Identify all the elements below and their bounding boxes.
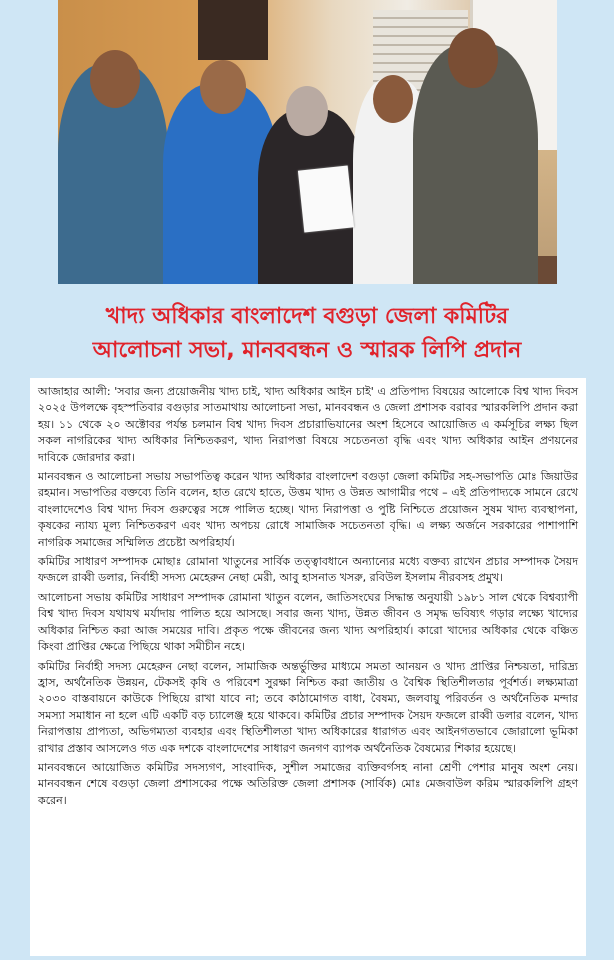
photo-person-2-head (200, 60, 246, 114)
news-photo (58, 0, 557, 284)
headline (0, 300, 614, 368)
photo-person-3-head (286, 86, 328, 136)
memorandum-paper (298, 166, 354, 233)
photo-person-1-head (90, 50, 140, 108)
headline-line-1: খাদ্য অধিকার বাংলাদেশ বগুড়া জেলা কমিটির (105, 304, 509, 329)
article-paragraph-5: কমিটির নির্বাহী সদস্য মেহেরুন নেছা বলেন, সামাজিক অন্তর্ভুক্তির মাধ্যমে সমতা আনয়ন ও খাদ্য প্রাপ্তির নিশ্চয়তা, দারিদ্র্য হ্রাস, অর্থনৈতিক উন্নয়ন, টেকসই কৃষি ও পরিবেশ সুরক্ষা নিশ্চিত করা জাতীয় ও বৈশ্বিক স্থিতিশীলতার পূর্বশর্ত। লক্ষ্যমাত্রা ২০৩০ বাস্তবায়নে কাউকে পিছিয়ে রাখা যাবে না; তবে কাঠামোগত বাধা, বৈষম্য, জলবায়ু পরিবর্তন ও অর্থনৈতিক মন্দার সমস্যা সমাধান না হলে এটি একটি বড় চ্যালেঞ্জ হয়ে থাকবে। কমিটির প্রচার সম্পাদক সৈয়দ ফজলে রাব্বী ডলার বলেন, খাদ্য নিরাপত্তায় প্রাপ্যতা, অভিগম্যতা ব্যবহার এবং স্থিতিশীলতা খাদ্য অধিকারের ধারাগত এবং আইনগতভাবে জোরালো ভূমিকা রাখার প্রস্তাব আসলেও গত এক দশকে বাংলাদেশের সাধারণ জনগণ ব্যাপক অর্থনৈতিক বৈষম্যের শিকার হয়েছে। (38, 659, 578, 755)
photo-wall-frame (198, 0, 268, 60)
photo-person-5-head (448, 28, 498, 88)
article-body (30, 378, 586, 956)
article-paragraph-6: মানববন্ধনে আয়োজিত কমিটির সদস্যগণ, সাংবাদিক, সুশীল সমাজের ব্যক্তিবর্গসহ নানা শ্রেণী পেশার মানুষ অংশ নেয়। মানববন্ধন শেষে বগুড়া জেলা প্রশাসকের পক্ষে অতিরিক্ত জেলা প্রশাসক (সার্বিক) মোঃ মেজবাউল করিম স্মারকলিপি গ্রহণ করেন। (38, 760, 578, 807)
photo-person-4-head (373, 75, 413, 123)
article-paragraph-3: কমিটির সাধারণ সম্পাদক মোছাঃ রোমানা খাতুনের সার্বিক তত্ত্বাবধানে অন্যান্যের মধ্যে বক্তব্য রাখেন প্রচার সম্পাদক সৈয়দ ফজলে রাব্বী ডলার, নির্বাহী সদস্য মেহেরুন নেছা মেরী, আবু হাসনাত খসরু, রবিউল ইসলাম নীরবসহ প্রমুখ। (38, 555, 578, 585)
headline-line-2: আলোচনা সভা, মানববন্ধন ও স্মারক লিপি প্রদান (92, 338, 522, 363)
article-paragraph-4: আলোচনা সভায় কমিটির সাধারণ সম্পাদক রোমানা খাতুন বলেন, জাতিসংঘের সিদ্ধান্ত অনুযায়ী ১৯৮১ সাল থেকে বিশ্বব্যাপী বিশ্ব খাদ্য দিবস যথাযথ মর্যাদায় পালিত হয়ে আসছে। সবার জন্য খাদ্য, উন্নত জীবন ও সমৃদ্ধ ভবিষ্যৎ গড়ার লক্ষ্যে খাদ্যের অধিকার নিশ্চিত করা আজ সময়ের দাবি। প্রকৃত পক্ষে জীবনের জন্য খাদ্য অপরিহার্য। কারো খাদ্যের অধিকার থেকে বঞ্চিত কিংবা প্রাপ্তির ক্ষেত্রে পিছিয়ে থাকা সমীচীন নহে। (38, 590, 578, 654)
article-paragraph-2: মানববন্ধন ও আলোচনা সভায় সভাপতিত্ব করেন খাদ্য অধিকার বাংলাদেশ বগুড়া জেলা কমিটির সহ-সভাপতি মোঃ জিয়াউর রহমান। সভাপতির বক্তব্যে তিনি বলেন, হাত রেখে হাতে, উত্তম খাদ্য ও উন্নত আগামীর পথে – এই প্রতিপাদ্যকে সামনে রেখে বাংলাদেশেও বিশ্ব খাদ্য দিবস গুরুত্বের সঙ্গে পালিত হচ্ছে। খাদ্য নিরাপত্তা ও পুষ্টি নিশ্চিতে প্রয়োজন সুষম খাদ্য ব্যবস্থাপনা, কৃষকের ন্যায্য মূল্য নিশ্চিতকরণ এবং খাদ্য অপচয় রোধে সামাজিক সচেতনতা বৃদ্ধি। এ লক্ষ্য অর্জনে সরকারের পাশাপাশি নাগরিক সমাজের সম্মিলিত প্রচেষ্টা অপরিহার্য। (38, 470, 578, 549)
article-paragraph-1: আজাহার আলী: 'সবার জন্য প্রয়োজনীয় খাদ্য চাই, খাদ্য অধিকার আইন চাই' এ প্রতিপাদ্য বিষয়ের আলোকে বিশ্ব খাদ্য দিবস ২০২৫ উপলক্ষে বৃহস্পতিবার বগুড়ার সাতমাথায় আলোচনা সভা, মানববন্ধন ও জেলা প্রশাসক বরাবর স্মারকলিপি প্রদান করা হয়। ১১ থেকে ২০ অক্টোবর পর্যন্ত চলমান বিশ্ব খাদ্য দিবস প্রচারাভিযানের অংশ হিসেবে আয়োজিত এ কর্মসূচির লক্ষ্য ছিল সকল নাগরিকের খাদ্য অধিকার নিশ্চিতকরণ, খাদ্য নিরাপত্তা বিষয়ে সচেতনতা বৃদ্ধি এবং খাদ্য অধিকার আইন প্রণয়নের দাবিকে জোরদার করা। (38, 385, 578, 464)
